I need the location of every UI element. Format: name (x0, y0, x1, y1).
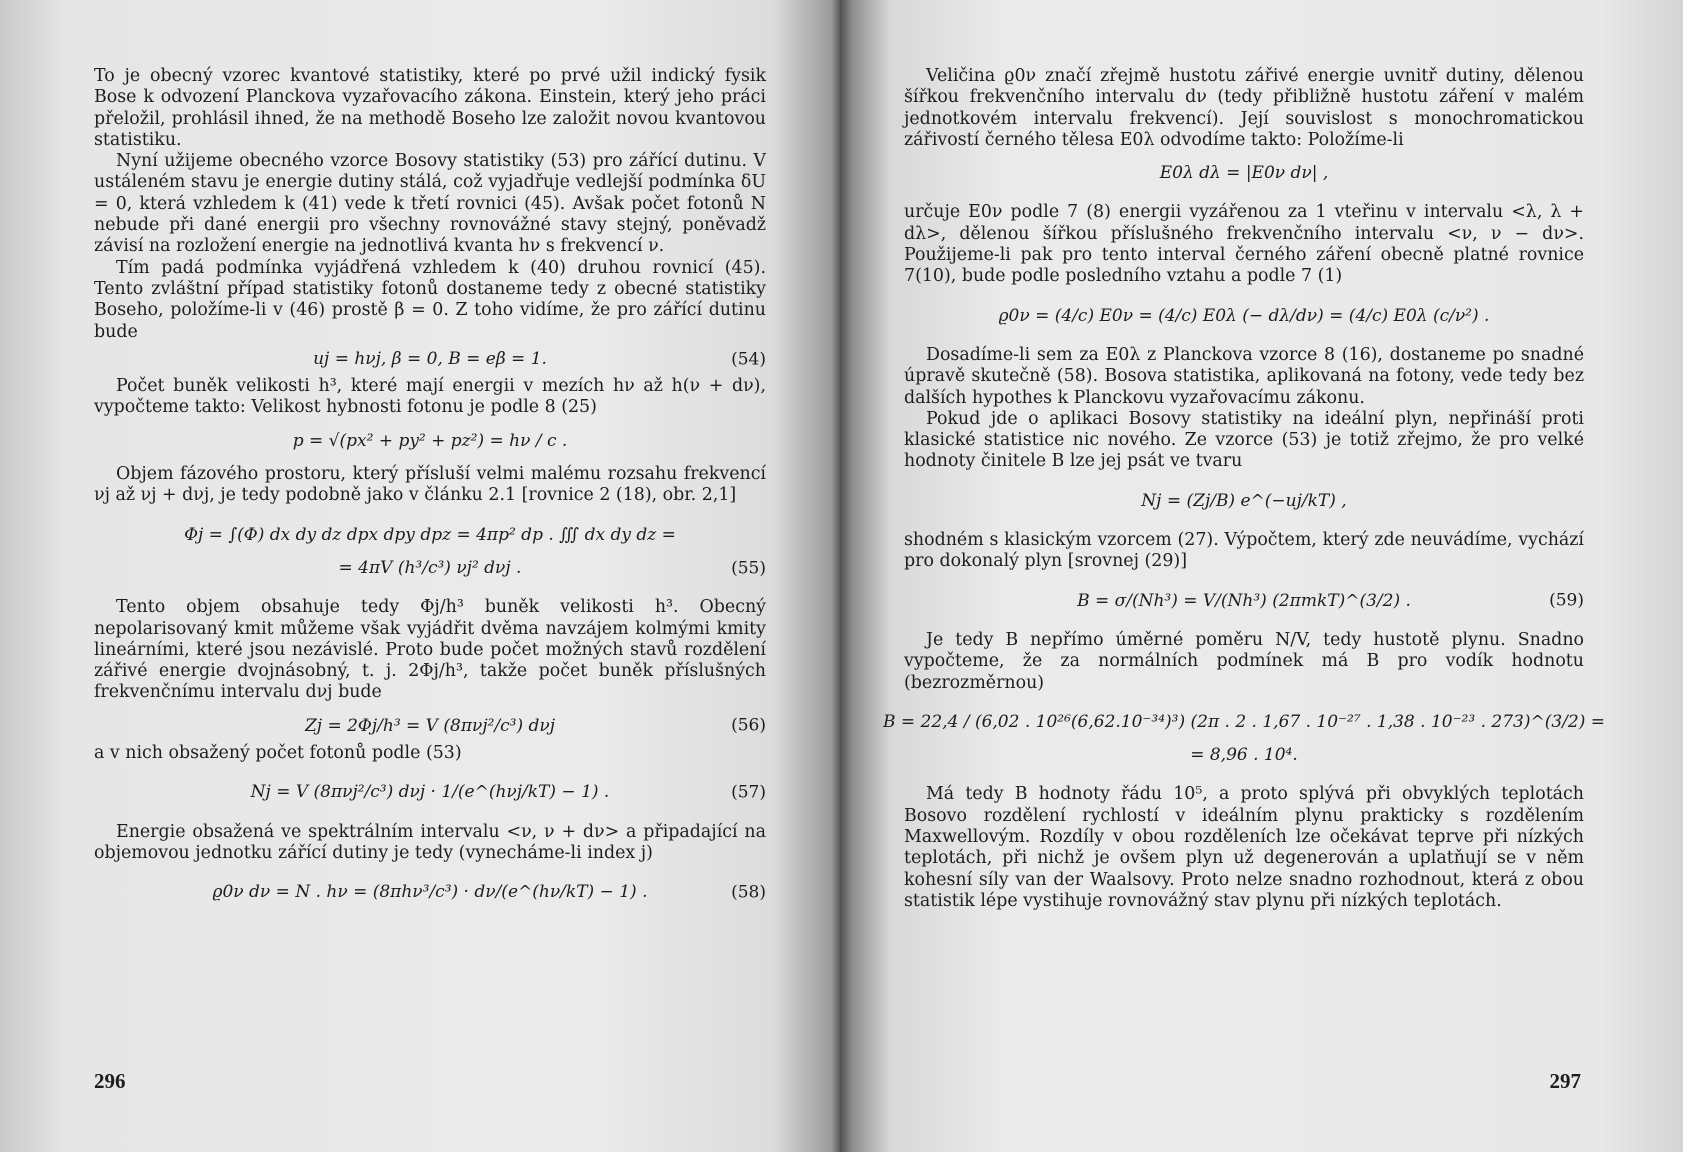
equation-text: Zj = 2Φj/h³ = V (8πνj²/c³) dνj (304, 715, 555, 736)
equation-number: (57) (731, 782, 766, 803)
paragraph: Dosadíme-li sem za E0λ z Planckova vzorce 8 (16), dostaneme po snadné úpravě skutečně (58). Bosova statistika, aplikovaná na fotony, vede tedy bez dalších hypothes k Planckovu vyzařovacímu zákonu. (904, 344, 1584, 408)
paragraph: Tím padá podmínka vyjádřená vzhledem k (40) druhou rovnicí (45). Tento zvláštní případ statistiky fotonů dostaneme tedy z obecné statistiky Boseho, položíme-li v (46) prostě β = 0. Z toho vidíme, že pro zářící dutinu bude (94, 257, 766, 342)
left-page-text (94, 66, 766, 904)
equation-text: = 8,96 . 10⁴. (1190, 745, 1298, 766)
equation-text: uj = hνj, β = 0, B = eβ = 1. (313, 348, 547, 369)
equation-momentum (94, 431, 766, 452)
equation-55-line-1 (94, 525, 766, 546)
paragraph: Objem fázového prostoru, který přísluší velmi malému rozsahu frekvencí νj až νj + dνj, je tedy podobně jako v článku 2.1 [rovnice 2 (18), obr. 2,1] (94, 464, 766, 506)
equation-text: Φj = ∫(Φ) dx dy dz dpx dpy dpz = 4πp² dp . ∭ dx dy dz = (184, 524, 676, 545)
equation-text: Nj = V (8πνj²/c³) dνj · 1/(e^(hνj/kT) − 1) . (250, 782, 610, 803)
paragraph: shodném s klasickým vzorcem (27). Výpočtem, který zde neuvádíme, vychází pro dokonalý plyn [srovnej (29)] (904, 530, 1584, 572)
paragraph: Nyní užijeme obecného vzorce Bosovy statistiky (53) pro zářící dutinu. V ustáleném stavu je energie dutiny stálá, což vyjadřuje vedlejší podmínka δU = 0, která vzhledem k (41) vede k třetí rovnici (45). Avšak počet fotonů N nebude při dané energii pro všechny rovnovážné stavy stejný, poněvadž závisí na rozložení energie na jednotlivá kvanta hν s frekvencí ν. (94, 151, 766, 257)
equation-density (904, 306, 1584, 327)
paragraph: Má tedy B hodnoty řádu 10⁵, a proto splývá při obvyklých teplotách Bosovo rozdělení rychlostí v ideálním plynu prakticky s rozdělením Maxwellovým. Rozdíly v obou rozděleních lze očekávat teprve při nízkých teplotách, při nichž je ovšem plyn už degenerován a uplatňují se v něm kohesní síly van der Waalsovy. Proto nelze snadno rozhodnout, která z obou statistik lépe vystihuje rovnovážný stav plynu při nízkých teplotách. (904, 784, 1584, 911)
paragraph: a v nich obsažený počet fotonů podle (53) (94, 743, 462, 764)
paragraph: určuje E0ν podle 7 (8) energii vyzářenou za 1 vteřinu v intervalu <λ, λ + dλ>, dělenou šířkou příslušného frekvenčního intervalu <ν, ν − dν>. Použijeme-li pak pro tento interval černého záření obecně platné rovnice 7(10), bude podle posledního vztahu a podle 7 (1) (904, 202, 1584, 287)
equation-58 (94, 882, 766, 903)
equation-57 (94, 782, 766, 803)
paragraph: Pokud jde o aplikaci Bosovy statistiky na ideální plyn, nepřináší proti klasické statistice nic nového. Ze vzorce (53) je totiž zřejmo, že pro velké hodnoty činitele B lze jej psát ve tvaru (904, 408, 1584, 472)
equation-55-line-2 (94, 558, 766, 579)
right-page-text (883, 66, 1605, 912)
equation-text: B = σ/(Nh³) = V/(Nh³) (2πmkT)^(3/2) . (1077, 590, 1411, 611)
paragraph: Veličina ϱ0ν značí zřejmě hustotu zářivé energie uvnitř dutiny, dělenou šířkou frekvenčního intervalu dν (tedy přibližně hustotu záření v malém jednotkovém intervalu frekvencí). Její souvislost s monochromatickou zářivostí černého tělesa E0λ odvodíme takto: Položíme-li (904, 66, 1584, 150)
equation-number: (58) (731, 882, 766, 903)
page-number: 296 (94, 1069, 126, 1093)
equation-energy (904, 163, 1584, 184)
equation-text: B = 22,4 / (6,02 . 10²⁶(6,62.10⁻³⁴)³) (2π . 2 . 1,67 . 10⁻²⁷ . 1,38 . 10⁻²³ . 273)^(3/2) = (883, 711, 1605, 732)
equation-number: (54) (731, 348, 766, 369)
equation-text: ϱ0ν = (4/c) E0ν = (4/c) E0λ (− dλ/dν) = (4/c) E0λ (c/ν²) . (998, 305, 1490, 326)
equation-56 (94, 716, 766, 737)
left-page (0, 0, 840, 1152)
equation-text: E0λ dλ = |E0ν dν| , (1159, 163, 1329, 184)
equation-number: (55) (731, 557, 766, 578)
equation-text: = 4πV (h³/c³) νj² dνj . (338, 557, 522, 578)
equation-hydrogen-line-2 (904, 745, 1584, 766)
equation-classical (904, 491, 1584, 512)
equation-hydrogen-line-1 (883, 711, 1605, 733)
equation-number: (56) (731, 715, 766, 736)
equation-text: Nj = (Zj/B) e^(−uj/kT) , (1141, 490, 1347, 511)
equation-text: p = √(px² + py² + pz²) = hν / c . (292, 430, 568, 451)
paragraph: Energie obsažená ve spektrálním intervalu <ν, ν + dν> a připadající na objemovou jednotku zářící dutiny je tedy (vynecháme-li index j) (94, 821, 766, 863)
paragraph: Tento objem obsahuje tedy Φj/h³ buněk velikosti h³. Obecný nepolarisovaný kmit můžeme však vyjádřit dvěma navzájem kolmými kmity lineárními, které jsou nezávislé. Proto bude počet možných stavů rozdělení zářivé energie dvojnásobný, t. j. 2Φj/h³, takže počet buněk příslušných frekvenčnímu intervalu dνj bude (94, 597, 766, 703)
paragraph: To je obecný vzorec kvantové statistiky, které po prvé užil indický fysik Bose k odvození Planckova vyzařovacího zákona. Einstein, který jeho práci přeložil, prohlásil ihned, že na methodě Boseho lze založit novou kvantovou statistiku. (94, 66, 766, 150)
paragraph: Počet buněk velikosti h³, které mají energii v mezích hν až h(ν + dν), vypočteme takto: Velikost hybnosti fotonu je podle 8 (25) (94, 376, 766, 418)
page-number: 297 (1549, 1069, 1581, 1093)
equation-59 (904, 591, 1584, 612)
equation-text: ϱ0ν dν = N . hν = (8πhν³/c³) · dν/(e^(hν/kT) − 1) . (212, 882, 648, 903)
equation-number: (59) (1549, 590, 1584, 611)
paragraph: Je tedy B nepřímo úměrné poměru N/V, tedy hustotě plynu. Snadno vypočteme, že za normálních podmínek má B pro vodík hodnotu (bezrozměrnou) (904, 629, 1584, 693)
equation-54 (94, 349, 766, 370)
right-page (840, 0, 1683, 1152)
